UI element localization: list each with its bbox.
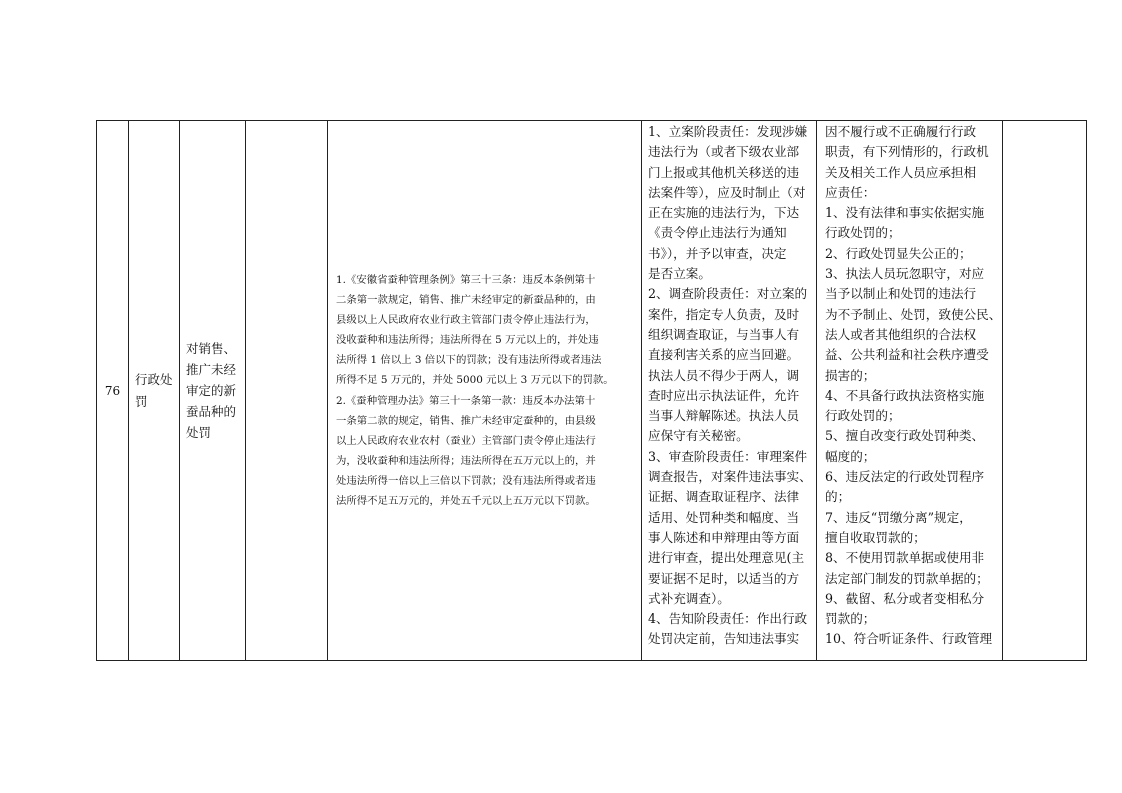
text-line: 4、不具备行政执法资格实施 [825,387,985,403]
accountability-text [825,122,1002,650]
text-line: 为不予制止、处罚，致使公民、 [825,306,1002,322]
item-name [186,338,239,443]
text-line: 为，没收蚕种和违法所得；违法所得在五万元以上的，并 [336,454,596,467]
text-line: 7、违反“罚缴分离”规定， [825,509,972,525]
text-line: 书》），并予以审查，决定 [648,245,787,261]
text-line: 因不履行或不正确履行行政 [825,124,977,139]
text-line: 10、符合听证条件、行政管理 [825,631,993,647]
text-line: 擅自收取罚款的； [825,529,926,545]
text-line: 违法行为（或者下级农业部 [648,144,800,160]
text-line: 事人陈述和申辩理由等方面 [648,529,800,545]
text-line: 组织调查取证，与当事人有 [648,326,800,342]
text-line: 罚款的； [825,611,876,627]
remarks-cell [1003,121,1087,661]
text-line: 1、没有法律和事实依据实施 [825,205,985,221]
text-line: 2、调查阶段责任：对立案的 [648,286,808,302]
text-line: 幅度的； [825,448,876,464]
text-line: 罚 [135,393,148,409]
text-line: 没收蚕种和违法所得；违法所得在 5 万元以上的，并处违 [336,334,599,347]
responsibility-text [648,122,812,650]
text-line: 3、审查阶段责任：审理案件 [648,448,808,464]
text-line: 所得不足 5 万元的，并处 5000 元以上 3 万元以下的罚款。 [336,374,614,387]
text-line: 审定的新 [186,383,237,398]
text-line: 4、告知阶段责任：作出行政 [648,611,808,627]
text-line: 案件，指定专人负责，及时 [648,306,800,322]
text-line: 行政处 [135,371,173,387]
row-number-cell [97,121,129,661]
text-line: 2.《蚕种管理办法》第三十一条第一款：违反本办法第十 [336,394,596,407]
text-line: 适用、处罚种类和幅度、当 [648,509,800,525]
row-number: 76 [104,383,121,398]
text-line: 1.《安徽省蚕种管理条例》第三十三条：违反本条例第十 [336,273,596,286]
text-line: 法所得 1 倍以上 3 倍以下的罚款；没有违法所得或者违法 [336,354,602,367]
text-line: 关及相关工作人员应承担相 [825,164,977,180]
text-line: 2、行政处罚显失公正的； [825,245,972,261]
text-line: 损害的； [825,367,876,383]
text-line: 进行审查，提出处理意见(主 [648,550,805,566]
power-list-table [96,120,1087,661]
text-line: 对销售、 [186,341,237,356]
text-line: 《责令停止违法行为通知 [648,225,787,241]
text-line: 8、不使用罚款单据或使用非 [825,550,985,566]
text-line: 门上报或其他机关移送的违 [648,164,800,180]
text-line: 以上人民政府农业农村（蚕业）主管部门责令停止违法行 [336,434,596,447]
text-line: 执法人员不得少于两人，调 [648,367,800,383]
text-line: 推广未经 [186,362,237,377]
text-line: 是否立案。 [648,266,711,282]
text-line: 直接利害关系的应当回避。 [648,347,800,363]
text-line: 正在实施的违法行为，下达 [648,205,800,221]
text-line: 要证据不足时，以适当的方 [648,570,800,586]
text-line: 处罚决定前，告知违法事实 [648,631,800,647]
text-line: 9、截留、私分或者变相私分 [825,590,985,606]
text-line: 5、擅自改变行政处罚种类、 [825,428,985,444]
item-name-cell [180,121,246,661]
text-line: 应责任： [825,184,876,200]
text-line: 应保守有关秘密。 [648,428,749,444]
table-row [97,121,1087,661]
text-line: 1、立案阶段责任：发现涉嫌 [648,124,808,139]
blank-cell-1 [246,121,328,661]
text-line: 职责，有下列情形的，行政机 [825,144,989,160]
text-line: 当予以制止和处罚的违法行 [825,286,977,302]
power-type [135,369,173,413]
legal-basis [336,270,637,511]
text-line: 法定部门制发的罚款单据的； [825,570,989,586]
text-line: 调查报告，对案件违法事实、 [648,469,812,485]
text-line: 6、违反法定的行政处罚程序 [825,469,985,485]
text-line: 县级以上人民政府农业行政主管部门责令停止违法行为， [336,314,596,327]
text-line: 式补充调查）。 [648,590,730,606]
text-line: 行政处罚的； [825,408,901,424]
legal-basis-cell [328,121,642,661]
text-line: 一条第二款的规定，销售、推广未经审定蚕种的，由县级 [336,414,596,427]
text-line: 法人或者其他组织的合法权 [825,326,977,342]
text-line: 二条第一款规定，销售、推广未经审定的新蚕品种的，由 [336,294,596,307]
text-line: 益、公共利益和社会秩序遭受 [825,347,989,363]
text-line: 蚕品种的 [186,404,237,419]
text-line: 法所得不足五万元的，并处五千元以上五万元以下罚款。 [336,494,596,507]
text-line: 法案件等），应及时制止（对 [648,184,806,200]
text-line: 查时应出示执法证件，允许 [648,387,800,403]
power-type-cell [129,121,180,661]
responsibility-cell [642,121,817,661]
text-line: 当事人辩解陈述。执法人员 [648,408,800,424]
accountability-cell [817,121,1003,661]
text-line: 3、执法人员玩忽职守，对应 [825,266,985,282]
text-line: 的； [825,489,851,505]
text-line: 处罚 [186,425,212,440]
text-line: 行政处罚的； [825,225,901,241]
text-line: 处违法所得一倍以上三倍以下罚款；没有违法所得或者违 [336,474,596,487]
text-line: 证据、调查取证程序、法律 [648,489,800,505]
